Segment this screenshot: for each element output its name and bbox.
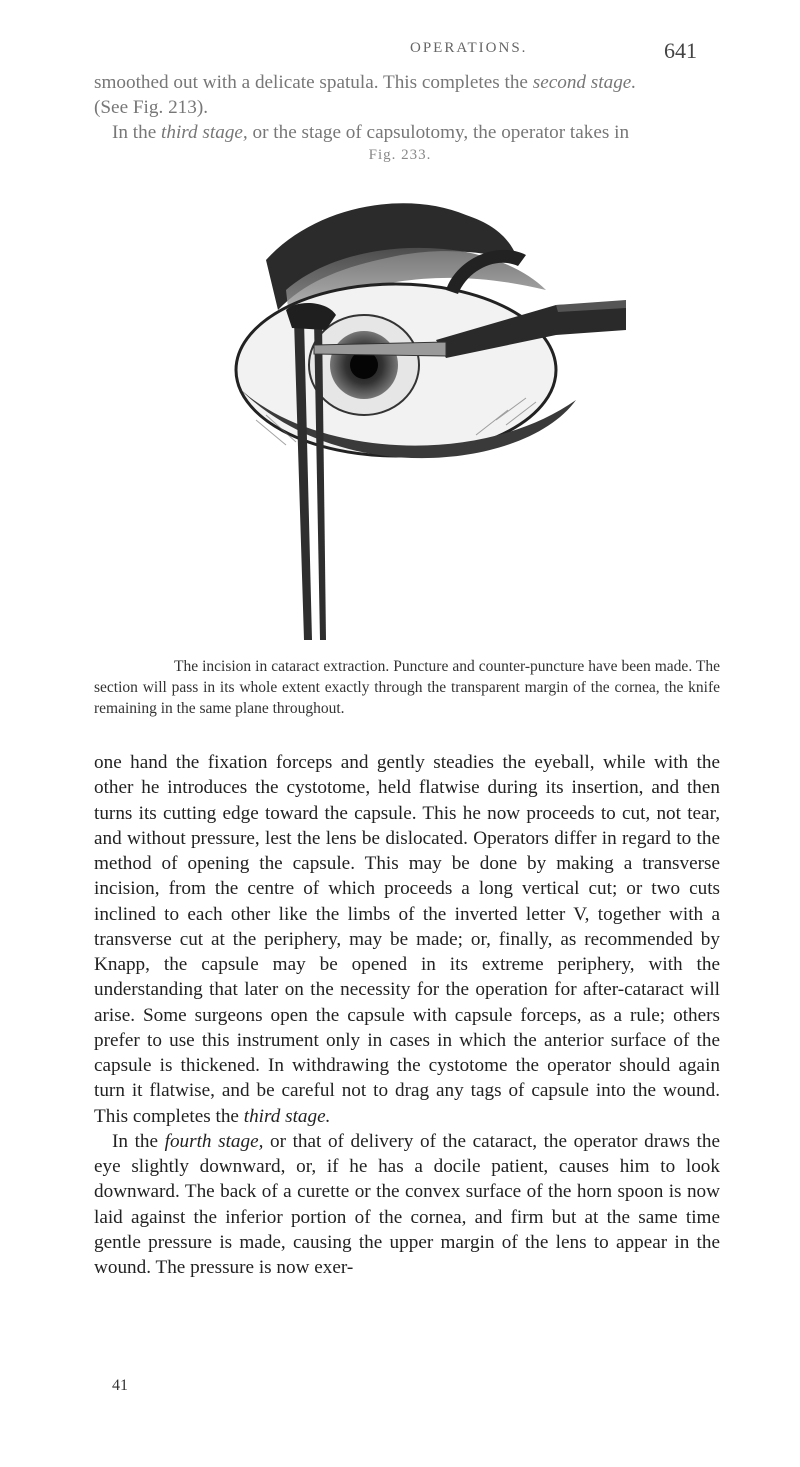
paragraph-fourth-stage-end: or that of delivery of the cataract, the operator draws the eye slightly downward, or, if he has a docile patient, causes him to look downward. The back of a curette or the convex surface of the horn spoon is now laid against the inferior portion of the cornea, and firm but at the same time gentle pressure is made, causing the upper margin of the lens to appear in the wound. The pressure is now exer- [94,1130,720,1278]
intro-line-1-text: smoothed out with a delicate spatula. This completes the [94,72,533,93]
figure-label: Fig. 233. [368,147,432,163]
intro-paragraph [94,70,720,146]
intro-line-1 [94,70,720,95]
signature-mark: 41 [112,1377,128,1394]
running-title: OPERATIONS. [410,40,528,56]
intro-line-3-italic: third stage, [161,122,248,144]
cataract-incision-illustration [196,170,626,650]
intro-line-3-end: or the stage of capsulotomy, the operator takes in [247,122,630,144]
intro-line-2: (See Fig. 213). [94,97,209,119]
paragraph-fourth-stage-italic: fourth stage, [164,1130,264,1152]
paragraph-third-stage [94,750,720,1129]
paragraph-third-stage-text: one hand the fixation forceps and gently steadies the eyeball, while with the other he introduces the cystotome, held flatwise during its insertion, and then turns its cutting edge toward the capsule. This he now proceeds to cut, not tear, and without pressure, lest the lens be dislocated. Operators differ in regard to the method of opening the capsule. This may be done by making a transverse incision, from the centre of which proceeds a long vertical cut; or two cuts inclined to each other like the limbs of the inverted letter V, together with a transverse cut at the periphery, may be made; or, finally, as recommended by Knapp, the capsule may be opened in its extreme periphery, with the understanding that later on the necessity for the operation for after-cataract will arise. Some surgeons open the capsule with capsule forceps, as a rule; others prefer to use this instrument only in cases in which the anterior surface of the capsule is thickened. In withdrawing the cystotome the operator should again turn it flatwise, and be careful not to drag any tags of capsule into the wound. This completes the [94,752,720,1127]
paragraph-fourth-stage [94,1129,720,1281]
intro-line-3 [94,120,720,145]
caption-text: The incision in cataract extraction. Puncture and counter-puncture have been made. The section will pass in its whole extent exactly through the transparent margin of the cornea, the knife remaining in the same plane throughout. [94,658,720,717]
intro-line-3-start: In the [112,122,162,144]
paragraph-third-stage-italic: third stage. [243,1105,331,1127]
intro-line-1-italic: second stage. [532,72,637,93]
main-text [94,750,720,1280]
figure-caption [94,656,720,719]
running-head [0,38,800,66]
page-number: 641 [664,38,697,63]
eye-engraving [196,170,626,650]
paragraph-fourth-stage-start: In the [112,1130,165,1152]
